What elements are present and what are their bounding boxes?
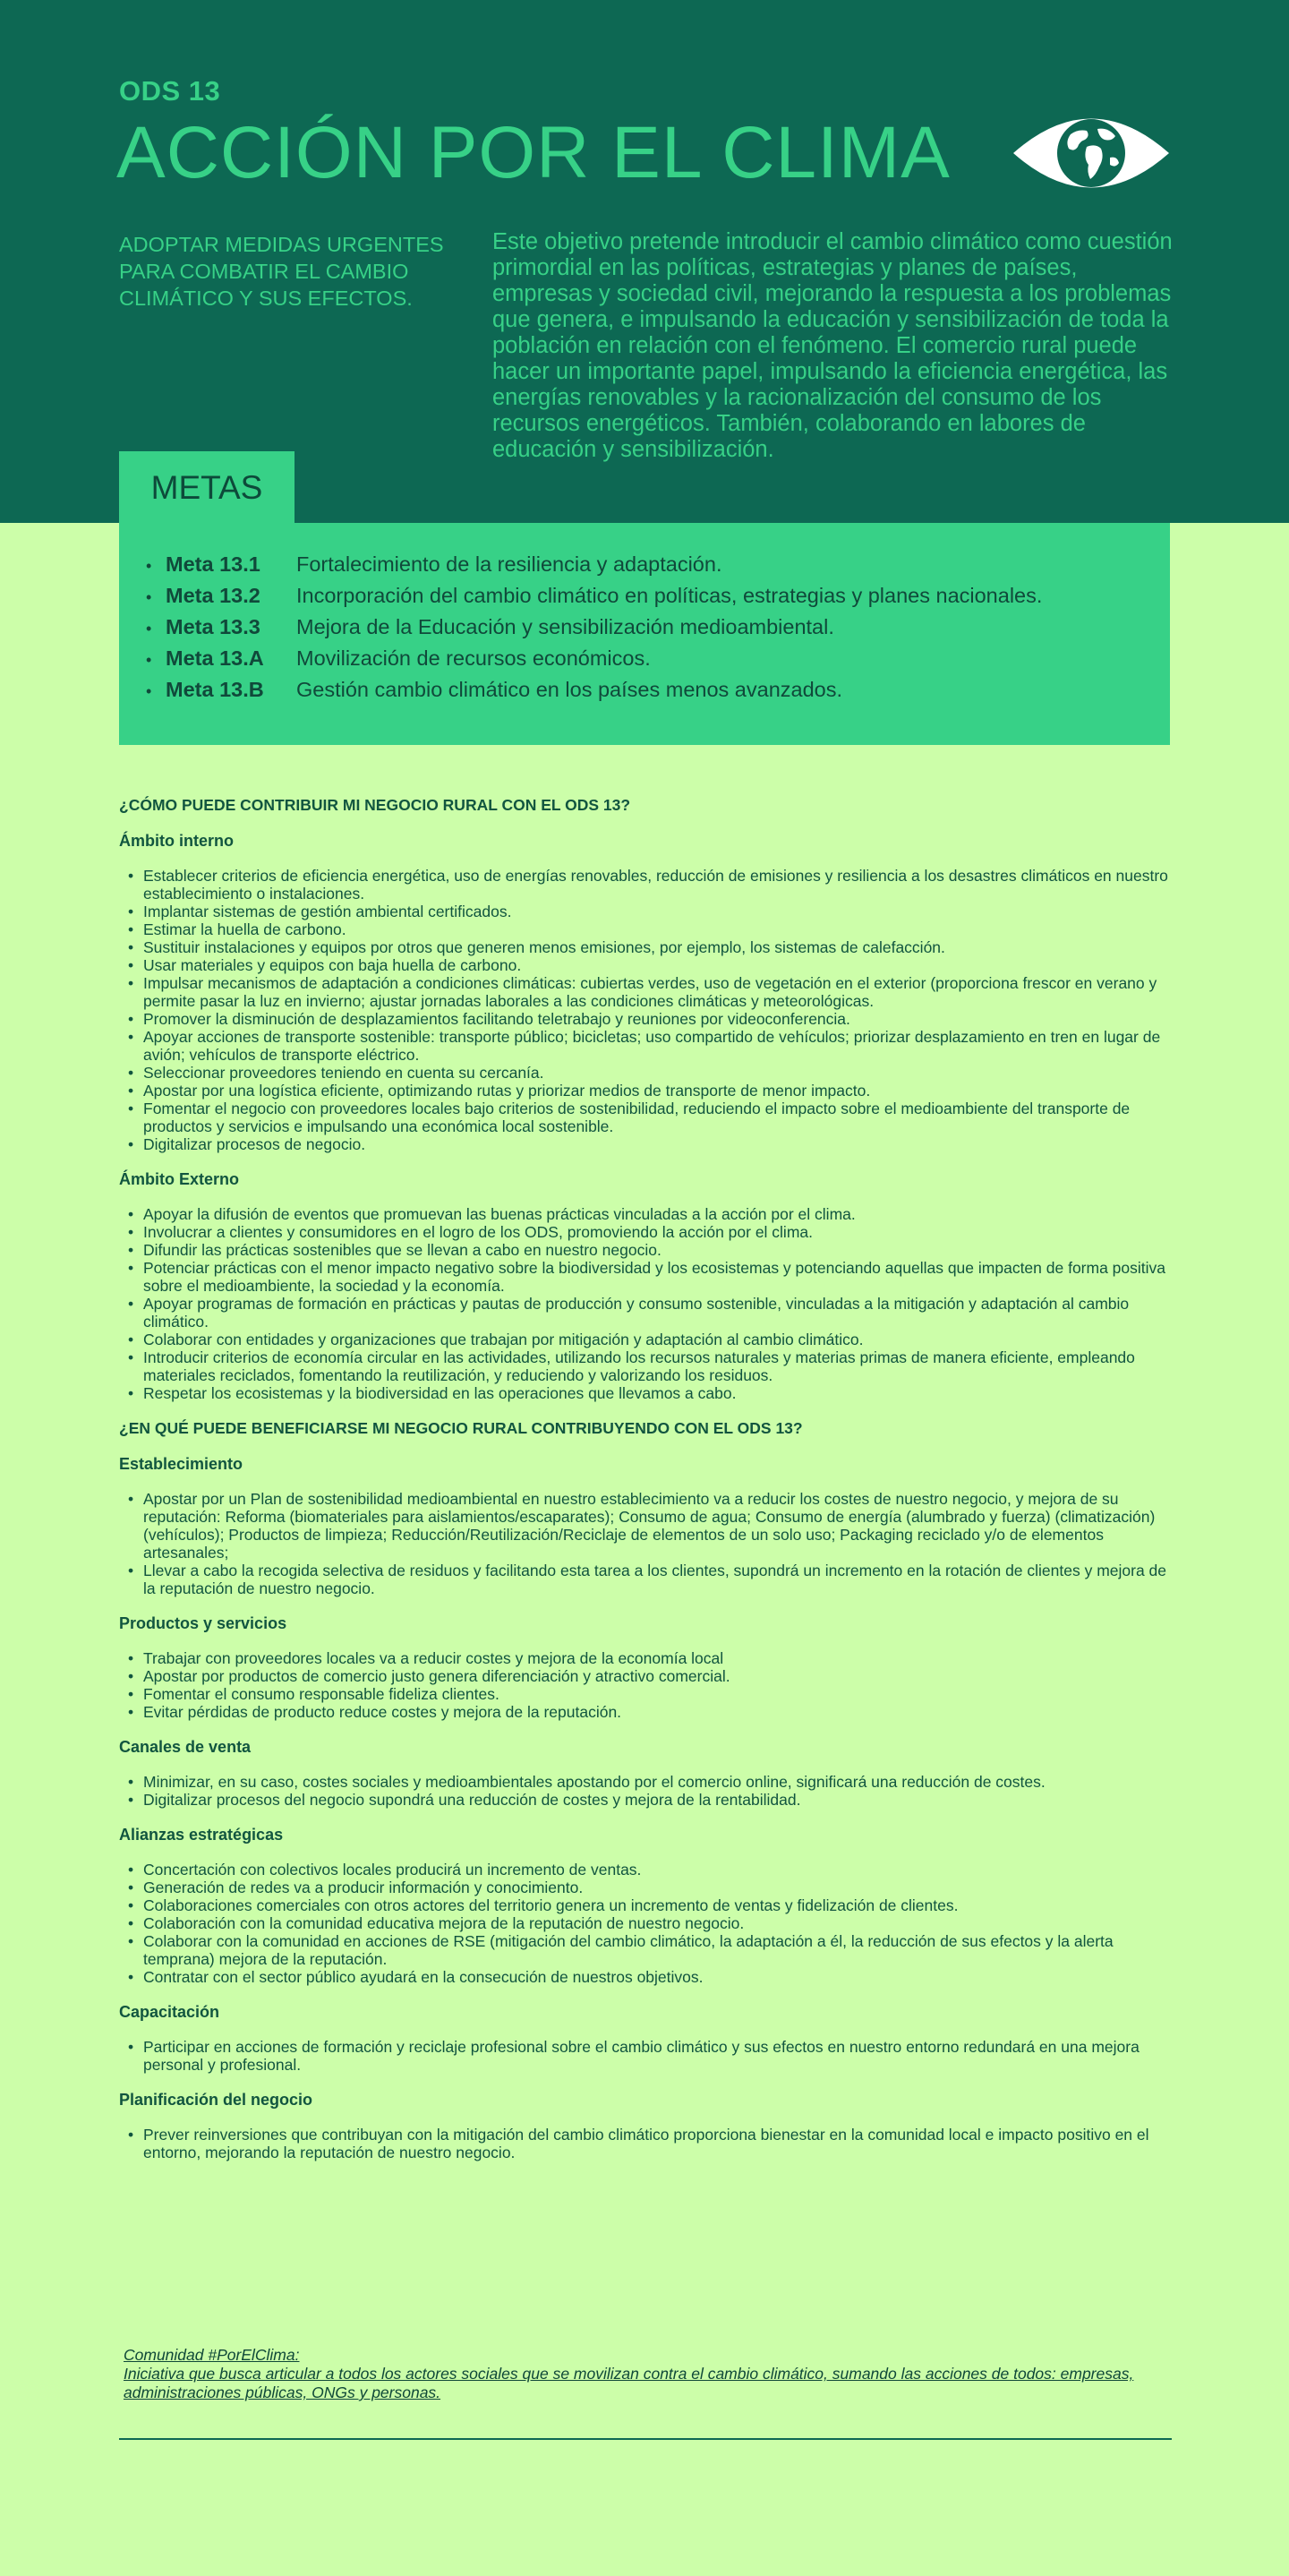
list-item: • Apoyar acciones de transporte sostenible: transporte público; bicicletas; uso compartido de vehículos; priorizar desplazamiento en tren en lugar de avión; vehículos de transporte eléctrico. [119,1028,1172,1064]
metas-tab: METAS [119,451,295,525]
footer-divider [119,2438,1172,2440]
meta-item [146,615,1170,646]
productos-list [119,1649,1172,1721]
eye-globe-icon [1012,109,1171,197]
establecimiento-heading: Establecimiento [119,1455,243,1473]
establecimiento-list [119,1490,1172,1597]
list-item: • Difundir las prácticas sostenibles que se llevan a cabo en nuestro negocio. [119,1241,1172,1259]
list-item: • Apostar por productos de comercio justo genera diferenciación y atractivo comercial. [119,1667,1172,1685]
bullet: • [146,682,152,700]
capacitacion-list [119,2038,1172,2074]
list-item: • Implantar sistemas de gestión ambiental certificados. [119,903,1172,920]
list-item: • Sustituir instalaciones y equipos por otros que generen menos emisiones, por ejemplo, los sistemas de calefacción. [119,938,1172,956]
meta-item [146,678,1170,709]
list-item: • Colaborar con la comunidad en acciones de RSE (mitigación del cambio climático, la adaptación a él, la reducción de sus efectos y la alerta temprana) mejora de la reputación. [119,1932,1172,1968]
planificacion-list [119,2126,1172,2161]
list-item: • Seleccionar proveedores teniendo en cuenta su cercanía. [119,1064,1172,1082]
meta-code: Meta 13.A [166,646,264,670]
meta-item [146,646,1170,678]
list-item: • Involucrar a clientes y consumidores en el logro de los ODS, promoviendo la acción por el clima. [119,1223,1172,1241]
productos-heading: Productos y servicios [119,1614,287,1632]
footer-text: Iniciativa que busca articular a todos los actores sociales que se movilizan contra el cambio climático, sumando las acciones de todos: empresas, administraciones públicas, ONGs y personas. [124,2365,1134,2401]
alianzas-list [119,1861,1172,1986]
contribuir-heading: ¿CÓMO PUEDE CONTRIBUIR MI NEGOCIO RURAL CON EL ODS 13? [119,796,631,814]
ods-label: ODS 13 [119,75,221,107]
list-item: • Introducir criterios de economía circular en las actividades, utilizando los recursos naturales y materias primas de manera eficiente, empleando materiales reciclados, fomentando la reutilización, y reduciendo y valorizando los residuos. [119,1348,1172,1384]
footer-title: Comunidad #PorElClima: [124,2346,300,2364]
list-item: • Fomentar el negocio con proveedores locales bajo criterios de sostenibilidad, reduciendo el impacto sobre el medioambiente del transporte de productos y servicios e impulsando una económica local sostenible. [119,1100,1172,1135]
list-item: • Colaborar con entidades y organizaciones que trabajan por mitigación y adaptación al cambio climático. [119,1331,1172,1348]
canales-heading: Canales de venta [119,1738,252,1756]
list-item: • Fomentar el consumo responsable fideliza clientes. [119,1685,1172,1703]
list-item: • Respetar los ecosistemas y la biodiversidad en las operaciones que llevamos a cabo. [119,1384,1172,1402]
list-item: • Promover la disminución de desplazamientos facilitando teletrabajo y reuniones por videoconferencia. [119,1010,1172,1028]
list-item: • Participar en acciones de formación y reciclaje profesional sobre el cambio climático y sus efectos en nuestro entorno redundará en una mejora personal y profesional. [119,2038,1172,2074]
bullet: • [146,557,152,575]
list-item: • Apostar por una logística eficiente, optimizando rutas y priorizar medios de transporte de menor impacto. [119,1082,1172,1100]
meta-code: Meta 13.1 [166,552,260,576]
list-item: • Apostar por un Plan de sostenibilidad medioambiental en nuestro establecimiento va a reducir los costes de nuestro negocio, y mejora de su reputación: Reforma (biomateriales para aislamientos/escaparates); Consumo de agua; Consumo de energía (alumbrado y fuerza) (climatización) (vehículos); Productos de limpieza; Reducción/Reutilización/Reciclaje de elementos de un solo uso; Packaging reciclado y/o de elementos artesanales; [119,1490,1172,1562]
list-item: • Trabajar con proveedores locales va a reducir costes y mejora de la economía local [119,1649,1172,1667]
list-item: • Impulsar mecanismos de adaptación a condiciones climáticas: cubiertas verdes, uso de vegetación en el exterior (proporciona frescor en verano y permite pasar la luz en invierno; ajustar jornadas laborales a las condiciones climáticas y meteorológicas. [119,974,1172,1010]
capacitacion-heading: Capacitación [119,2003,220,2021]
hero-subtitle: ADOPTAR MEDIDAS URGENTES PARA COMBATIR EL CAMBIO CLIMÁTICO Y SUS EFECTOS. [119,233,444,310]
planificacion-heading: Planificación del negocio [119,2091,313,2109]
list-item: • Colaboraciones comerciales con otros actores del territorio genera un incremento de ventas y fidelización de clientes. [119,1896,1172,1914]
ambito-externo-list [119,1205,1172,1402]
meta-text: Fortalecimiento de la resiliencia y adaptación. [296,552,722,576]
hero-description: Este objetivo pretende introducir el cambio climático como cuestión primordial en las políticas, estrategias y planes de países, empresas y sociedad civil, mejorando la respuesta a los problemas que genera, e impulsando la educación y sensibilización de toda la población en relación con el fenómeno. El comercio rural puede hacer un importante papel, impulsando la eficiencia energética, las energías renovables y la racionalización del consumo de los recursos energéticos. También, colaborando en labores de educación y sensibilización. [492,229,1173,462]
meta-item [146,584,1170,615]
list-item: • Generación de redes va a producir información y conocimiento. [119,1879,1172,1896]
meta-code: Meta 13.B [166,678,264,701]
meta-text: Incorporación del cambio climático en políticas, estrategias y planes nacionales. [296,584,1043,607]
footer-note [124,2346,1173,2402]
hero-section [0,0,1289,523]
list-item: • Concertación con colectivos locales producirá un incremento de ventas. [119,1861,1172,1879]
bullet: • [146,588,152,606]
meta-text: Movilización de recursos económicos. [296,646,651,670]
list-item: • Digitalizar procesos de negocio. [119,1135,1172,1153]
list-item: • Prever reinversiones que contribuyan con la mitigación del cambio climático proporciona bienestar en la comunidad local e impacto positivo en el entorno, mejorando la reputación de nuestro negocio. [119,2126,1172,2161]
list-item: • Apoyar programas de formación en prácticas y pautas de producción y consumo sostenible, vinculadas a la mitigación y adaptación al cambio climático. [119,1295,1172,1331]
list-item: • Evitar pérdidas de producto reduce costes y mejora de la reputación. [119,1703,1172,1721]
list-item: • Usar materiales y equipos con baja huella de carbono. [119,956,1172,974]
list-item: • Llevar a cabo la recogida selectiva de residuos y facilitando esta tarea a los clientes, supondrá un incremento en la rotación de clientes y mejora de la reputación de nuestro negocio. [119,1562,1172,1597]
page-title: ACCIÓN POR EL CLIMA [116,112,951,193]
bullet: • [146,651,152,669]
list-item: • Colaboración con la comunidad educativa mejora de la reputación de nuestro negocio. [119,1914,1172,1932]
meta-code: Meta 13.2 [166,584,260,607]
beneficiarse-heading: ¿EN QUÉ PUEDE BENEFICIARSE MI NEGOCIO RURAL CONTRIBUYENDO CON EL ODS 13? [119,1419,803,1437]
meta-text: Mejora de la Educación y sensibilización medioambiental. [296,615,834,638]
list-item: • Estimar la huella de carbono. [119,920,1172,938]
list-item: • Minimizar, en su caso, costes sociales y medioambientales apostando por el comercio online, significará una reducción de costes. [119,1773,1172,1791]
meta-code: Meta 13.3 [166,615,260,638]
ambito-interno-heading: Ámbito interno [119,832,234,850]
meta-text: Gestión cambio climático en los países menos avanzados. [296,678,843,701]
ambito-interno-list [119,867,1172,1153]
bullet: • [146,620,152,638]
canales-list [119,1773,1172,1809]
alianzas-heading: Alianzas estratégicas [119,1826,284,1844]
list-item: • Potenciar prácticas con el menor impacto negativo sobre la biodiversidad y los ecosistemas y potenciando aquellas que impacten de forma positiva sobre el medioambiente, la sociedad y la economía. [119,1259,1172,1295]
list-item: • Establecer criterios de eficiencia energética, uso de energías renovables, reducción de emisiones y resiliencia a los desastres climáticos en nuestro establecimiento o instalaciones. [119,867,1172,903]
list-item: • Digitalizar procesos del negocio supondrá una reducción de costes y mejora de la rentabilidad. [119,1791,1172,1809]
content-body [119,795,1172,2178]
metas-list [119,523,1170,745]
list-item: • Contratar con el sector público ayudará en la consecución de nuestros objetivos. [119,1968,1172,1986]
ambito-externo-heading: Ámbito Externo [119,1170,240,1188]
meta-item [146,552,1170,584]
list-item: • Apoyar la difusión de eventos que promuevan las buenas prácticas vinculadas a la acción por el clima. [119,1205,1172,1223]
